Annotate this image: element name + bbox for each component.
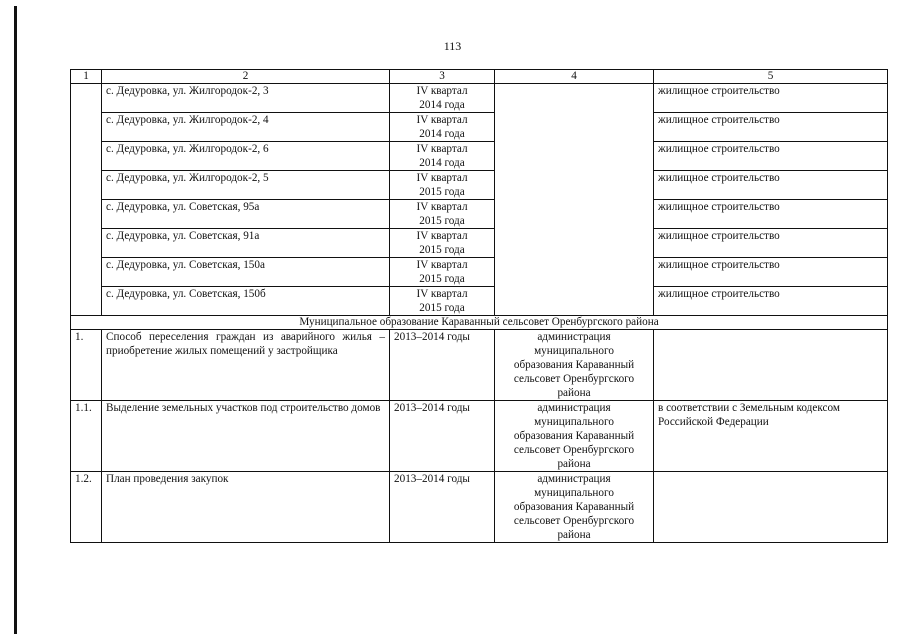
responsible-line: сельсовет Оренбургского [513,515,635,527]
purpose-cell: жилищное строительство [654,287,888,316]
measure-number: 1.2. [71,472,102,543]
responsible-line: сельсовет Оренбургского [513,444,635,456]
purpose-cell: жилищное строительство [654,142,888,171]
responsible-line: администрация [537,331,611,343]
responsible-line: образования Караванный [513,501,635,513]
table-row [71,258,888,287]
table-row [71,229,888,258]
table-row [71,330,888,401]
period-line: 2014 года [419,128,465,140]
responsible-line: района [557,387,591,399]
responsible-line: района [557,529,591,541]
responsible-line: района [557,458,591,470]
purpose-cell: жилищное строительство [654,84,888,113]
period-line: 2015 года [419,244,465,256]
section-row [71,316,888,330]
responsible-line: муниципального [534,416,614,428]
period-cell [390,258,495,287]
responsible-line: муниципального [534,345,614,357]
measure-name: Способ переселения граждан из аварийного жилья – приобретение жилых помещений у застройщика [102,330,390,401]
column-header: 2 [102,70,390,84]
address-cell: с. Дедуровка, ул. Жилгородок-2, 3 [102,84,390,113]
table-header-row [71,70,888,84]
period-cell [390,142,495,171]
responsible-line: образования Караванный [513,430,635,442]
table-row [71,84,888,113]
measure-note: в соответствии с Земельным кодексом Российской Федерации [654,401,888,472]
main-table [70,69,888,543]
period-line: 2015 года [419,215,465,227]
address-cell: с. Дедуровка, ул. Советская, 91а [102,229,390,258]
column-header: 3 [390,70,495,84]
table-row [71,472,888,543]
section-title: Муниципальное образование Караванный сельсовет Оренбургского района [71,316,888,330]
responsible-line: муниципального [534,487,614,499]
measure-period: 2013–2014 годы [390,330,495,401]
responsible-line: администрация [537,473,611,485]
period-cell [390,229,495,258]
measure-period: 2013–2014 годы [390,401,495,472]
column-header: 1 [71,70,102,84]
responsible-line: администрация [537,402,611,414]
measure-number: 1. [71,330,102,401]
table-row [71,287,888,316]
page-number: 113 [443,39,462,53]
address-cell: с. Дедуровка, ул. Жилгородок-2, 4 [102,113,390,142]
responsible-line: сельсовет Оренбургского [513,373,635,385]
measure-note [654,472,888,543]
period-line: 2015 года [419,302,465,314]
purpose-cell: жилищное строительство [654,200,888,229]
period-line: IV квартал [416,201,468,213]
purpose-cell: жилищное строительство [654,258,888,287]
measure-name: План проведения закупок [102,472,390,543]
measure-number: 1.1. [71,401,102,472]
measure-responsible [495,401,654,472]
column-header: 5 [654,70,888,84]
period-line: IV квартал [416,230,468,242]
address-cell: с. Дедуровка, ул. Жилгородок-2, 6 [102,142,390,171]
address-cell: с. Дедуровка, ул. Советская, 150б [102,287,390,316]
period-line: IV квартал [416,143,468,155]
blank-responsible-cell [495,84,654,316]
period-line: IV квартал [416,85,468,97]
period-cell [390,171,495,200]
purpose-cell: жилищное строительство [654,229,888,258]
period-cell [390,200,495,229]
period-line: 2014 года [419,157,465,169]
table-row [71,200,888,229]
address-cell: с. Дедуровка, ул. Советская, 150а [102,258,390,287]
table-row [71,401,888,472]
responsible-line: образования Караванный [513,359,635,371]
period-cell [390,84,495,113]
measure-name: Выделение земельных участков под строительство домов [102,401,390,472]
binding-bar [14,6,17,634]
measure-note [654,330,888,401]
measure-responsible [495,330,654,401]
table-row [71,142,888,171]
period-cell [390,113,495,142]
measure-period: 2013–2014 годы [390,472,495,543]
table-row [71,171,888,200]
table-row [71,113,888,142]
blank-number-cell [71,84,102,316]
column-header: 4 [495,70,654,84]
period-line: IV квартал [416,288,468,300]
purpose-cell: жилищное строительство [654,171,888,200]
period-line: 2014 года [419,99,465,111]
period-line: IV квартал [416,259,468,271]
address-cell: с. Дедуровка, ул. Советская, 95а [102,200,390,229]
period-cell [390,287,495,316]
purpose-cell: жилищное строительство [654,113,888,142]
period-line: IV квартал [416,114,468,126]
address-cell: с. Дедуровка, ул. Жилгородок-2, 5 [102,171,390,200]
period-line: IV квартал [416,172,468,184]
measure-responsible [495,472,654,543]
period-line: 2015 года [419,273,465,285]
period-line: 2015 года [419,186,465,198]
